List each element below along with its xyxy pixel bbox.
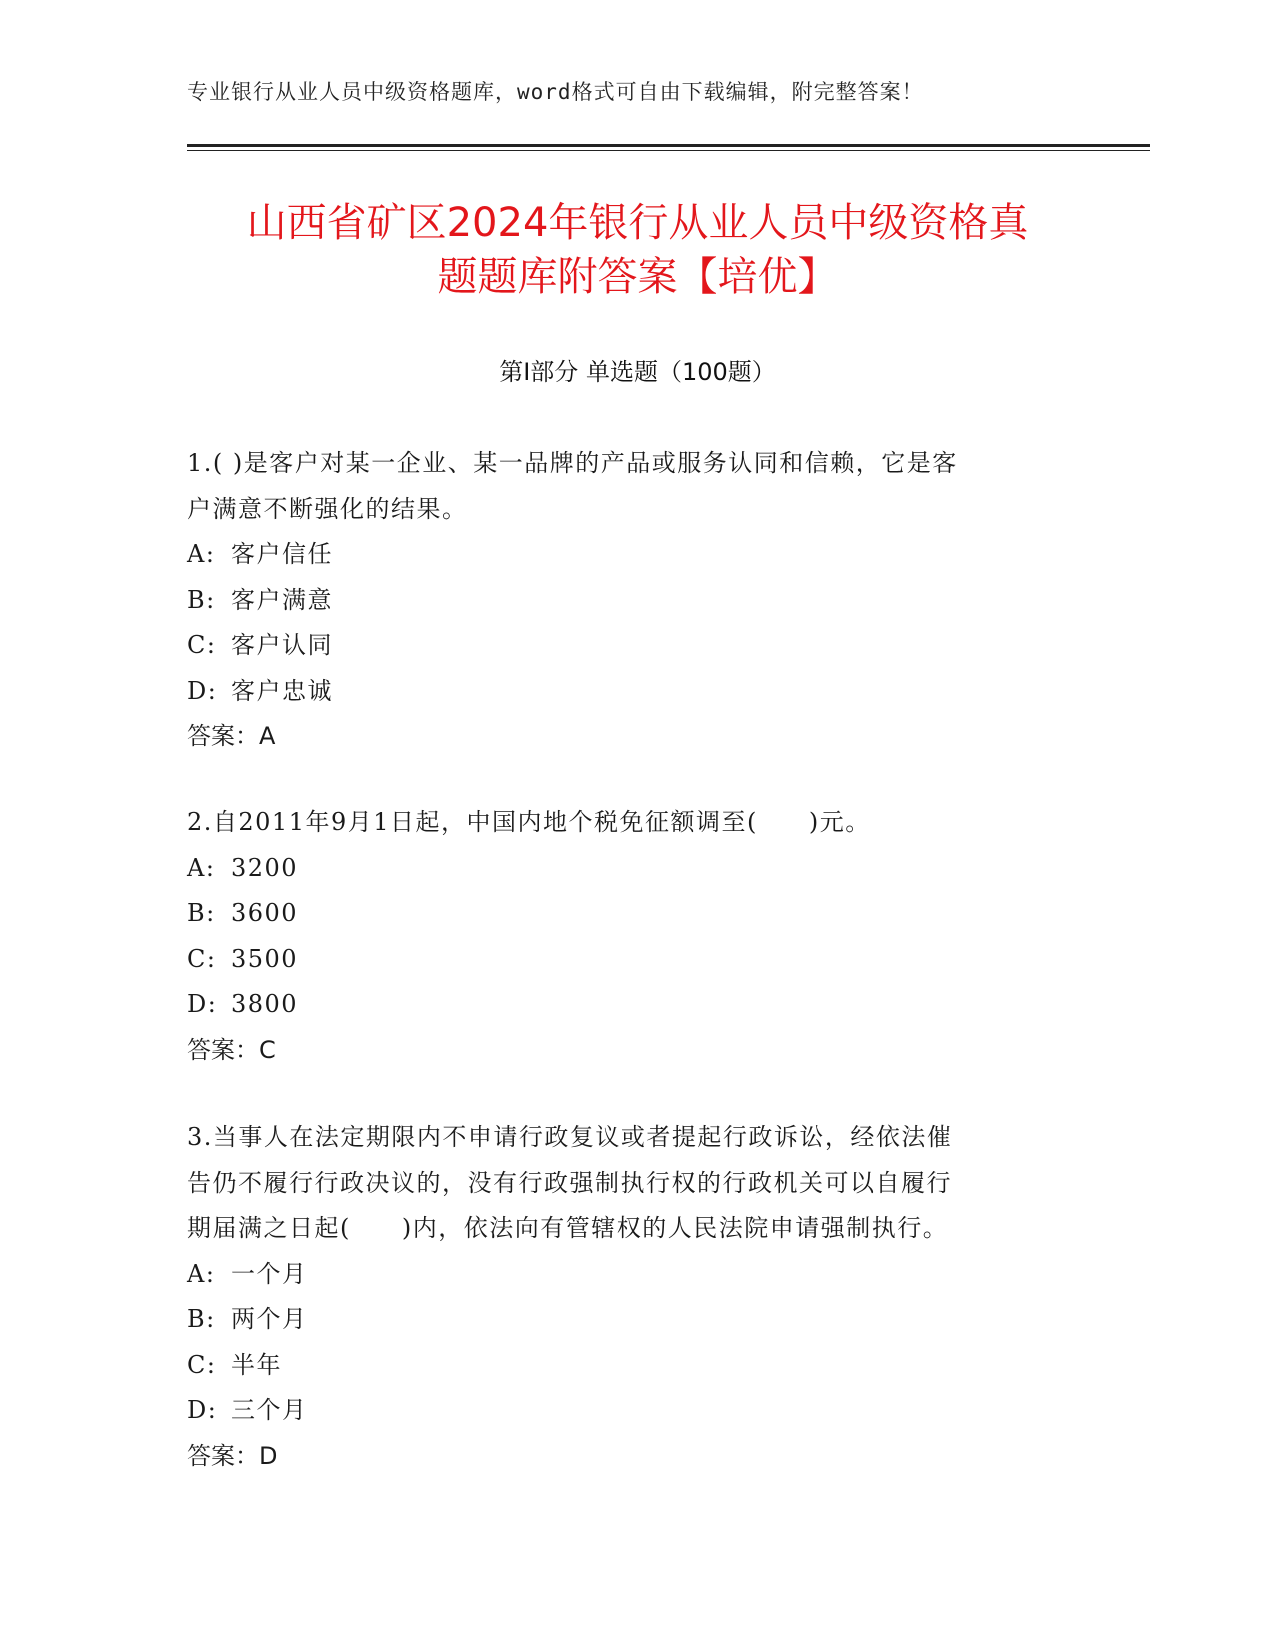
option-text: 半年 [231, 1350, 282, 1379]
option-a [187, 1252, 1087, 1298]
answer-line: 答案：A [187, 722, 276, 750]
option-letter: D: [187, 1396, 218, 1424]
answer-line: 答案：C [187, 1035, 276, 1064]
option-letter: C: [187, 944, 217, 973]
answer-line: 答案：D [187, 1441, 278, 1470]
option-letter: A: [187, 853, 216, 882]
option-letter: B: [187, 1305, 216, 1333]
option-text: 3800 [231, 990, 299, 1018]
option-text: 客户忠诚 [231, 676, 333, 705]
option-text: 客户满意 [231, 585, 333, 614]
option-letter: B: [187, 585, 216, 614]
option-text: 两个月 [231, 1305, 308, 1333]
option-letter: B: [187, 899, 216, 927]
question-3 [187, 1115, 1087, 1479]
option-text: 三个月 [231, 1396, 308, 1424]
question-stem-line: 1.( )是客户对某一企业、某一品牌的产品或服务认同和信赖，它是客 [187, 449, 958, 477]
option-letter: D: [187, 676, 218, 705]
option-text: 客户认同 [231, 631, 333, 659]
option-a [187, 846, 1087, 892]
option-letter: C: [187, 631, 217, 659]
option-d [187, 982, 1087, 1028]
question-stem-line: 户满意不断强化的结果。 [187, 494, 468, 523]
header-rule-thick [187, 144, 1150, 147]
option-text: 客户信任 [231, 540, 333, 568]
header-rule-thin [187, 150, 1150, 151]
question-2 [187, 800, 1087, 1073]
option-text: 3500 [231, 944, 299, 973]
question-stem-line: 期届满之日起( )内，依法向有管辖权的人民法院申请强制执行。 [187, 1214, 949, 1242]
option-c [187, 937, 1087, 983]
option-b [187, 578, 1087, 624]
question-1 [187, 441, 1087, 760]
option-b [187, 1297, 1087, 1343]
header-note: 专业银行从业人员中级资格题库，word格式可自由下载编辑，附完整答案！ [187, 80, 924, 104]
section-title: 第Ⅰ部分 单选题（100题） [499, 358, 776, 386]
document-title-line2: 题题库附答案【培优】 [437, 254, 838, 300]
option-letter: D: [187, 990, 218, 1018]
option-b [187, 891, 1087, 937]
option-letter: A: [187, 540, 216, 568]
option-text: 3600 [231, 899, 299, 927]
document-title [150, 196, 1125, 304]
option-c [187, 1343, 1087, 1389]
document-title-line1: 山西省矿区2024年银行从业人员中级资格真 [246, 200, 1029, 246]
option-letter: C: [187, 1350, 217, 1379]
option-text: 3200 [231, 853, 299, 882]
question-stem-line: 3.当事人在法定期限内不申请行政复议或者提起行政诉讼，经依法催 [187, 1123, 953, 1151]
option-a [187, 532, 1087, 578]
option-text: 一个月 [231, 1259, 308, 1288]
option-c [187, 623, 1087, 669]
option-letter: A: [187, 1259, 216, 1288]
option-d [187, 1388, 1087, 1434]
question-stem-line: 告仍不履行行政决议的，没有行政强制执行权的行政机关可以自履行 [187, 1168, 952, 1197]
option-d [187, 669, 1087, 715]
question-stem-line: 2.自2011年9月1日起，中国内地个税免征额调至( )元。 [187, 808, 871, 836]
